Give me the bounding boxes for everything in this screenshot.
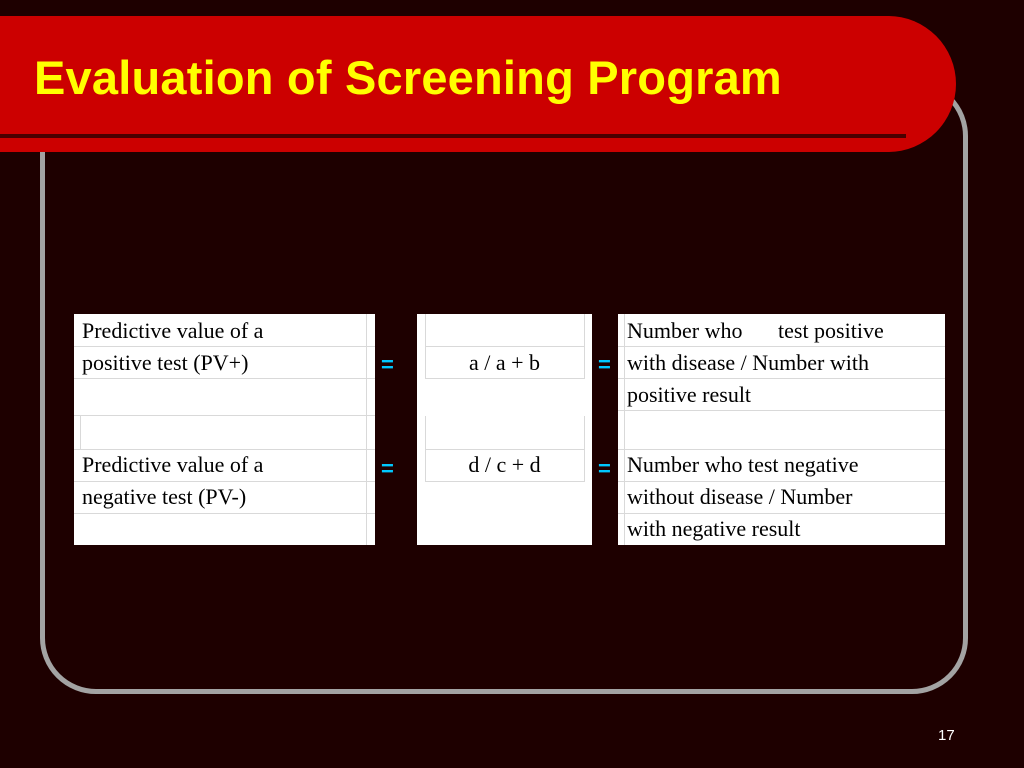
pv-positive-formula: a / a + b [468, 350, 541, 375]
description-column [618, 314, 945, 545]
page-number: 17 [938, 727, 955, 744]
table-row [74, 416, 375, 450]
label-column [74, 314, 375, 545]
pv-positive-desc-line3: positive result [627, 382, 752, 407]
pv-positive-desc-line1b: test positive [778, 318, 884, 343]
pv-positive-label-line1: Predictive value of a [82, 318, 264, 343]
pv-negative-formula: d / c + d [468, 452, 541, 477]
equals-sign: = [598, 352, 611, 377]
pv-negative-label-line2: negative test (PV-) [82, 484, 247, 509]
equals-sign: = [598, 456, 611, 481]
slide-title: Evaluation of Screening Program [34, 51, 782, 104]
table-row [618, 411, 945, 450]
pv-positive-desc-line2: with disease / Number with [627, 350, 869, 375]
pv-negative-desc-line3: with negative result [627, 516, 801, 541]
formula-column [417, 314, 592, 545]
pv-positive-label-line2: positive test (PV+) [82, 350, 249, 375]
table-row [74, 379, 375, 416]
table-row [425, 314, 584, 347]
equals-sign: = [381, 456, 394, 481]
pv-negative-label-line1: Predictive value of a [82, 452, 264, 477]
title-underline [0, 134, 906, 138]
pv-negative-desc-line1: Number who test negative [627, 452, 859, 477]
table-row [425, 416, 584, 450]
pv-positive-desc-line1a: Number who [627, 318, 743, 343]
pv-negative-desc-line2: without disease / Number [627, 484, 853, 509]
equals-sign: = [381, 352, 394, 377]
